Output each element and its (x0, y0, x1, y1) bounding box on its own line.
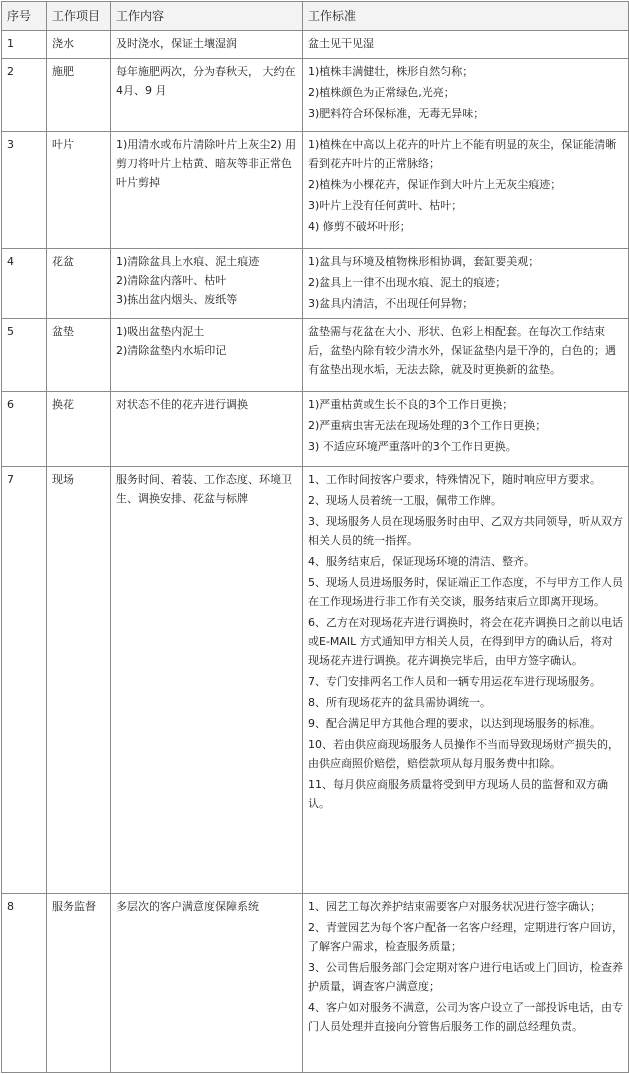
row-item: 盆垫 (47, 319, 111, 392)
standard-line: 3、现场服务人员在现场服务时由甲、乙双方共同领导，听从双方相关人员的统一指挥。 (308, 515, 623, 547)
row-content: 及时浇水，保证土壤湿润 (111, 31, 303, 59)
row-content: 多层次的客户满意度保障系统 (111, 894, 303, 1073)
standard-line: 1)严重枯黄或生长不良的3个工作日更换； (308, 398, 514, 411)
standard-line: 2)盆具上一律不出现水痕、泥土的痕迹； (308, 276, 507, 289)
standard-line: 盆土见干见湿 (308, 37, 374, 50)
header-standard: 工作标准 (303, 2, 629, 31)
standard-line: 6、乙方在对现场花卉进行调换时，将会在花卉调换日之前以电话或E-MAIL 方式通知甲方相关人员，在得到甲方的确认后，将对现场花卉进行调换。花卉调换完毕后，由甲方签字确认。 (308, 616, 623, 667)
row-standard (303, 59, 629, 132)
standard-line: 3)叶片上没有任何黄叶、枯叶； (308, 199, 463, 212)
standard-line: 3)肥料符合环保标准，无毒无异味； (308, 107, 485, 120)
table-row (2, 319, 629, 392)
standard-line: 1)盆具与环境及植物株形相协调，套缸要美观； (308, 255, 540, 268)
standard-line: 2)严重病虫害无法在现场处理的3个工作日更换； (308, 419, 547, 432)
content-line: 1)吸出盆垫内泥土 (116, 325, 205, 338)
standard-line: 11、每月供应商服务质量将受到甲方现场人员的监督和双方确认。 (308, 778, 608, 810)
standard-line: 2、现场人员着统一工服，佩带工作牌。 (308, 494, 502, 507)
row-seq: 1 (2, 31, 47, 59)
table-row (2, 31, 629, 59)
standard-line: 8、所有现场花卉的盆具需协调统一。 (308, 696, 491, 709)
standard-line: 4、客户如对服务不满意，公司为客户设立了一部投诉电话，由专门人员处理并直接向分管售后服务工作的副总经理负责。 (308, 1001, 623, 1033)
row-item: 换花 (47, 392, 111, 467)
standard-line: 7、专门安排两名工作人员和一辆专用运花车进行现场服务。 (308, 675, 601, 688)
standard-line: 1、园艺工每次养护结束需要客户对服务状况进行签字确认； (308, 900, 601, 913)
row-item: 服务监督 (47, 894, 111, 1073)
row-seq: 6 (2, 392, 47, 467)
content-line: 2)清除盆垫内水垢印记 (116, 344, 227, 357)
row-content: 对状态不佳的花卉进行调换 (111, 392, 303, 467)
row-standard (303, 467, 629, 894)
standard-line: 5、现场人员进场服务时，保证端正工作态度，不与甲方工作人员在工作现场进行非工作有关交谈，服务结束后立即离开现场。 (308, 576, 623, 608)
table-row (2, 392, 629, 467)
row-content: 每年施肥两次，分为春秋天， 大约在4月、9 月 (111, 59, 303, 132)
row-seq: 4 (2, 249, 47, 319)
row-item: 叶片 (47, 132, 111, 249)
row-standard (303, 132, 629, 249)
standard-line: 2)植株为小棵花卉，保证作到大叶片上无灰尘痕迹； (308, 178, 562, 191)
table-row (2, 249, 629, 319)
header-seq: 序号 (2, 2, 47, 31)
standard-line: 2、青萱园艺为每个客户配备一名客户经理，定期进行客户回访，了解客户需求，检查服务质量； (308, 921, 623, 953)
standard-line: 9、配合满足甲方其他合理的要求，以达到现场服务的标准。 (308, 717, 601, 730)
row-seq: 7 (2, 467, 47, 894)
row-seq: 3 (2, 132, 47, 249)
row-item: 施肥 (47, 59, 111, 132)
standard-line: 2)植株颜色为正常绿色,光亮； (308, 86, 455, 99)
standard-line: 4、服务结束后，保证现场环境的清洁、整齐。 (308, 555, 535, 568)
row-seq: 8 (2, 894, 47, 1073)
row-content (111, 249, 303, 319)
standard-line: 3)盆具内清洁，不出现任何异物； (308, 297, 474, 310)
row-seq: 2 (2, 59, 47, 132)
header-item: 工作项目 (47, 2, 111, 31)
standard-line: 1、工作时间按客户要求，特殊情况下，随时响应甲方要求。 (308, 473, 601, 486)
content-line: 2)清除盆内落叶、枯叶 (116, 274, 227, 287)
row-item: 现场 (47, 467, 111, 894)
standard-line: 10、若由供应商现场服务人员操作不当而导致现场财产损失的，由供应商照价赔偿，赔偿款项从每月服务费中扣除。 (308, 738, 619, 770)
row-standard (303, 249, 629, 319)
standard-line: 1)植株在中高以上花卉的叶片上不能有明显的灰尘，保证能清晰看到花卉叶片的正常脉络； (308, 138, 617, 170)
standard-line: 4) 修剪不破坏叶形； (308, 220, 411, 233)
standard-line: 盆垫需与花盆在大小、形状、色彩上相配套。在每次工作结束后，盆垫内除有较少清水外，保证盆垫内是干净的，白色的；遇有盆垫出现水垢，无法去除，就及时更换新的盆垫。 (308, 325, 616, 376)
row-content: 1)用清水或布片清除叶片上灰尘2) 用剪刀将叶片上枯黄、暗灰等非正常色叶片剪掉 (111, 132, 303, 249)
row-standard (303, 894, 629, 1073)
table-row (2, 894, 629, 1073)
header-content: 工作内容 (111, 2, 303, 31)
row-standard (303, 319, 629, 392)
standard-line: 3、公司售后服务部门会定期对客户进行电话或上门回访，检查养护质量，调查客户满意度； (308, 961, 623, 993)
table-row (2, 132, 629, 249)
content-line: 1)清除盆具上水痕、泥土痕迹 (116, 255, 260, 268)
table-row (2, 59, 629, 132)
row-item: 浇水 (47, 31, 111, 59)
table-row (2, 467, 629, 894)
row-content (111, 319, 303, 392)
standard-line: 3) 不适应环境严重落叶的3个工作日更换。 (308, 440, 517, 453)
table-header-row (2, 2, 629, 31)
work-standards-table (1, 1, 629, 1073)
row-item: 花盆 (47, 249, 111, 319)
standard-line: 1)植株丰满健壮，株形自然匀称； (308, 65, 474, 78)
row-standard (303, 392, 629, 467)
row-content: 服务时间、着装、工作态度、环境卫生、调换安排、花盆与标牌 (111, 467, 303, 894)
row-standard (303, 31, 629, 59)
row-seq: 5 (2, 319, 47, 392)
content-line: 3)拣出盆内烟头、废纸等 (116, 293, 238, 306)
